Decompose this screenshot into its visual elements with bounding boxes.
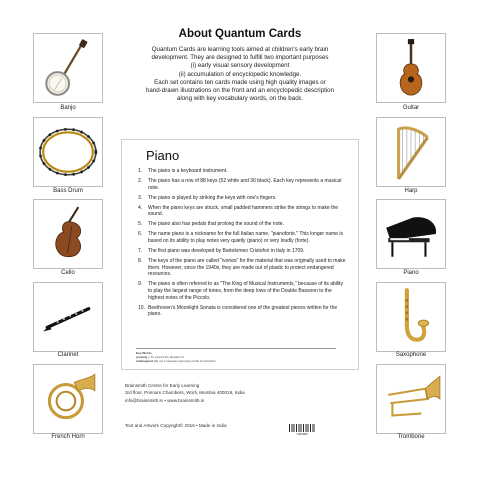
barcode-bars <box>289 424 315 432</box>
cello-card[interactable] <box>33 199 103 269</box>
about-line: Each set contains ten cards made using high quality images or <box>154 78 326 86</box>
fact-text: Beethoven's Moonlight Sonata is considered one of the greatest pieces written for the piano. <box>148 304 338 318</box>
trombone-card[interactable] <box>376 364 446 434</box>
fact-item <box>138 231 348 245</box>
guitar-label: Guitar <box>402 105 420 111</box>
fact-number: 6. <box>138 231 143 238</box>
fact-item <box>138 281 348 301</box>
fact-number: 7. <box>138 247 143 254</box>
clarinet-label: Clarinet <box>57 352 79 358</box>
french-horn-icon <box>37 368 99 430</box>
fact-number: 10. <box>138 304 145 311</box>
clarinet-icon <box>37 286 99 348</box>
bass-drum-card[interactable] <box>33 117 103 187</box>
fact-item <box>138 258 348 278</box>
fact-item <box>138 205 348 219</box>
harp-icon <box>380 121 442 183</box>
fact-text: The name piano is a nickname for the full Italian name, "pianoforte." This longer name is based on its ability to play notes very quietly (piano) or very loudly (forte). <box>148 231 343 244</box>
fact-text: The piano has a row of 88 keys (52 white and 36 black). Each key represents a musical note. <box>148 177 342 191</box>
fact-number: 8. <box>138 257 143 264</box>
key-word-entry <box>136 359 336 363</box>
clarinet-card[interactable] <box>33 282 103 352</box>
barcode-number: 7284685 <box>296 432 308 436</box>
banjo-card[interactable] <box>33 33 103 103</box>
fact-item <box>138 248 348 255</box>
grand-piano-icon <box>380 203 442 265</box>
key-word: endangered <box>136 359 154 364</box>
fact-text: The piano is often referred to as "The King of Musical Instruments," because of its ability to play the largest range of tones, from the deep lows of the Double Bassoon to the highest notes of the Piccolo. <box>148 281 344 301</box>
fact-text: The piano is a keyboard instrument. <box>148 168 228 174</box>
fact-text: The piano also has pedals that prolong the sound of the note. <box>148 221 284 228</box>
fact-item <box>138 305 348 319</box>
about-line: along with key vocabulary words, on the back. <box>176 95 304 103</box>
banjo-label: Banjo <box>60 105 76 111</box>
fact-number: 9. <box>138 281 143 288</box>
cello-label: Cello <box>61 270 75 276</box>
piano-card-back <box>121 139 359 370</box>
publisher-contact: info@brainsmith.in • www.brainsmith.in <box>125 397 205 403</box>
key-words-heading: Key Words <box>136 351 152 355</box>
about-line: hand-drawn illustrations on the front and an encyclopedic description <box>145 86 335 94</box>
fact-number: 3. <box>138 194 143 201</box>
fact-text: The keys of the piano are called "ivories" for the material that was originally used to make them. However, since the 1940s, they are made out of plastic to protect endangered resources. <box>148 257 346 278</box>
bass-drum-label: Bass Drum <box>53 188 83 194</box>
publisher-name: Brainsmith Centre for Early Learning <box>125 383 200 388</box>
about-title: About Quantum Cards <box>178 28 302 40</box>
fact-number: 4. <box>138 204 143 211</box>
key-word-definition: adj. (of a species) seriously at risk of extinction <box>153 359 216 364</box>
barcode <box>288 424 316 438</box>
harp-label: Harp <box>404 188 418 194</box>
piano-card[interactable] <box>376 199 446 269</box>
saxophone-icon <box>380 286 442 348</box>
fact-item <box>138 168 348 175</box>
trombone-label: Trombone <box>397 434 425 440</box>
key-words <box>136 348 336 364</box>
fact-text: The first piano was developed by Bartolomeo Cristofori in Italy in 1709. <box>148 247 305 254</box>
key-word-definition: v. To extend the duration of <box>148 355 184 360</box>
fact-number: 1. <box>138 168 143 174</box>
trombone-icon <box>380 368 442 430</box>
guitar-card[interactable] <box>376 33 446 103</box>
fact-list <box>138 168 348 321</box>
key-word: prolong <box>136 355 148 360</box>
fact-number: 2. <box>138 177 143 184</box>
copyright-notice: Text and Artwork Copyright© 2016 • Made in India <box>125 423 227 428</box>
saxophone-label: Saxophone <box>395 352 427 358</box>
bass-drum-icon <box>37 121 99 183</box>
about-description <box>120 46 360 103</box>
fact-item <box>138 221 348 228</box>
publisher-info <box>125 382 345 404</box>
about-line: (i) early visual sensory development <box>190 62 290 70</box>
publisher-address: 3rd floor, Ponnam Chambers, Worli, Mumbai 400018, India <box>125 390 245 396</box>
guitar-icon <box>380 37 442 99</box>
fact-number: 5. <box>138 221 143 228</box>
banjo-icon <box>37 37 99 99</box>
card-back-title: Piano <box>146 148 180 163</box>
harp-card[interactable] <box>376 117 446 187</box>
about-line: (ii) accumulation of encyclopedic knowledge. <box>178 70 302 78</box>
about-line: Quantum Cards are learning tools aimed at children's early brain <box>151 46 329 53</box>
about-line: development. They are designed to fulfill two important purposes <box>151 54 329 62</box>
fact-item <box>138 195 348 202</box>
cello-icon <box>37 203 99 265</box>
fact-text: When the piano keys are struck, small padded hammers strike the strings to make the sound. <box>148 204 339 218</box>
piano-label: Piano <box>403 270 419 276</box>
saxophone-card[interactable] <box>376 282 446 352</box>
fact-item <box>138 178 348 192</box>
fact-text: The piano is played by striking the keys with one's fingers. <box>148 194 277 201</box>
french-horn-label: French Horn <box>51 434 85 440</box>
french-horn-card[interactable] <box>33 364 103 434</box>
